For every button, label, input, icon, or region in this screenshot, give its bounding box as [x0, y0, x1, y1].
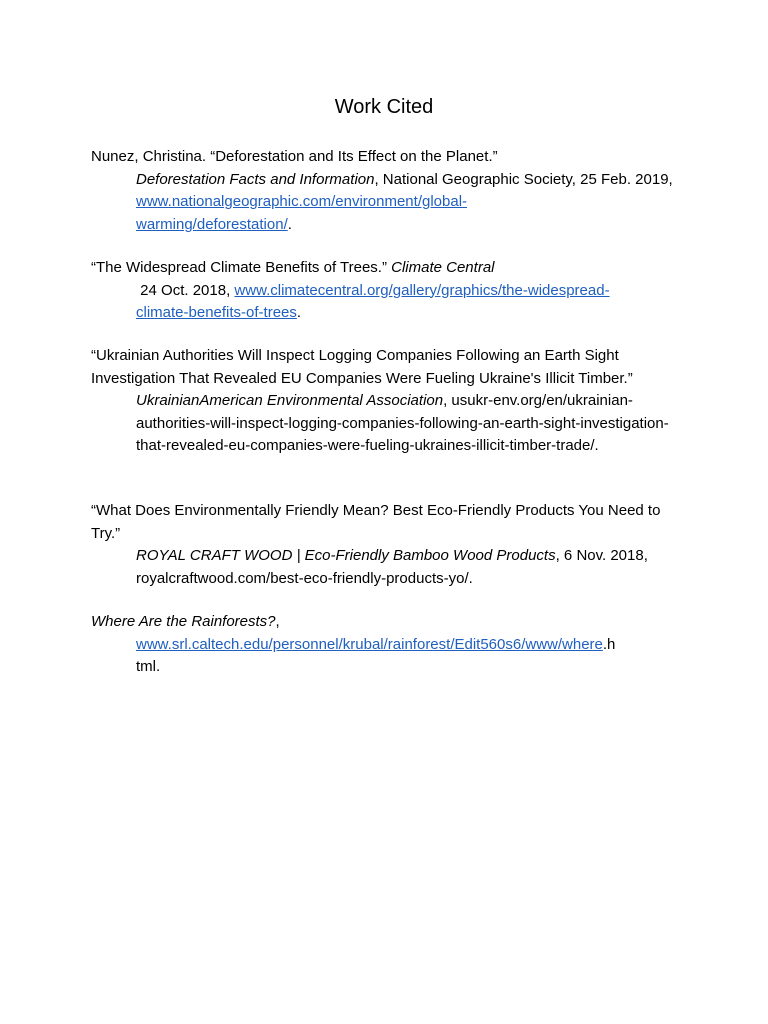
citation-source	[91, 169, 681, 237]
citation-link[interactable]: www.nationalgeographic.com/environment/global-	[136, 193, 468, 210]
source-title: Climate Central	[391, 259, 495, 276]
citation-link[interactable]: www.climatecentral.org/gallery/graphics/the-widespread-	[234, 281, 610, 299]
citation-source	[91, 634, 681, 679]
citation-lead	[91, 257, 681, 280]
citation-source	[91, 390, 681, 458]
source-title: Where Are the Rainforests?	[91, 613, 276, 630]
citation-link-continued[interactable]: climate-benefits-of-trees	[136, 304, 297, 321]
source-title: ROYAL CRAFT WOOD | Eco-Friendly Bamboo Wood Products	[136, 547, 556, 564]
source-title: Deforestation Facts and Information	[136, 170, 375, 188]
page-title: Work Cited	[334, 96, 434, 118]
citation-link-continued[interactable]: warming/deforestation/	[136, 215, 288, 233]
source-details: , 6 Nov. 2018, royalcraftwood.com/best-eco-friendly-products-yo/.	[136, 547, 648, 587]
citation-tail: .	[287, 215, 292, 233]
citation-tail: .h	[602, 635, 616, 653]
citation-entry	[91, 257, 681, 325]
source-title: UkrainianAmerican Environmental Association	[136, 392, 444, 409]
citation-lead: “What Does Environmentally Friendly Mean? Best Eco-Friendly Products You Need to Try.”	[91, 502, 661, 542]
citation-link[interactable]: www.srl.caltech.edu/personnel/krubal/rainforest/Edit560s6/www/where	[136, 635, 603, 653]
source-details: , National Geographic Society, 25 Feb. 2019,	[374, 170, 673, 188]
source-details: , usukr-env.org/en/ukrainian-authorities-will-inspect-logging-companies-following-an-earth-sight-investigation-that-revealed-eu-companies-were-fueling-ukraines-illicit-timber-trade/.	[136, 392, 669, 454]
citation-source	[91, 545, 681, 590]
citation-lead: “Ukrainian Authorities Will Inspect Logging Companies Following an Earth Sight Investigation That Revealed EU Companies Were Fueling Ukraine's Illicit Timber.”	[91, 347, 633, 387]
citation-entry	[91, 500, 681, 590]
citation-date: 24 Oct. 2018,	[140, 281, 235, 299]
citation-tail-continued: tml.	[136, 658, 161, 675]
citation-entry	[91, 345, 681, 458]
citation-source	[91, 280, 681, 325]
citation-entry	[91, 611, 681, 679]
citation-entry	[91, 146, 681, 236]
citation-lead	[91, 611, 681, 634]
citation-tail: .	[296, 304, 302, 321]
citation-comma: ,	[275, 613, 280, 630]
citation-lead: Nunez, Christina. “Deforestation and Its Effect on the Planet.”	[91, 148, 498, 165]
article-title: “The Widespread Climate Benefits of Trees.”	[91, 259, 392, 276]
